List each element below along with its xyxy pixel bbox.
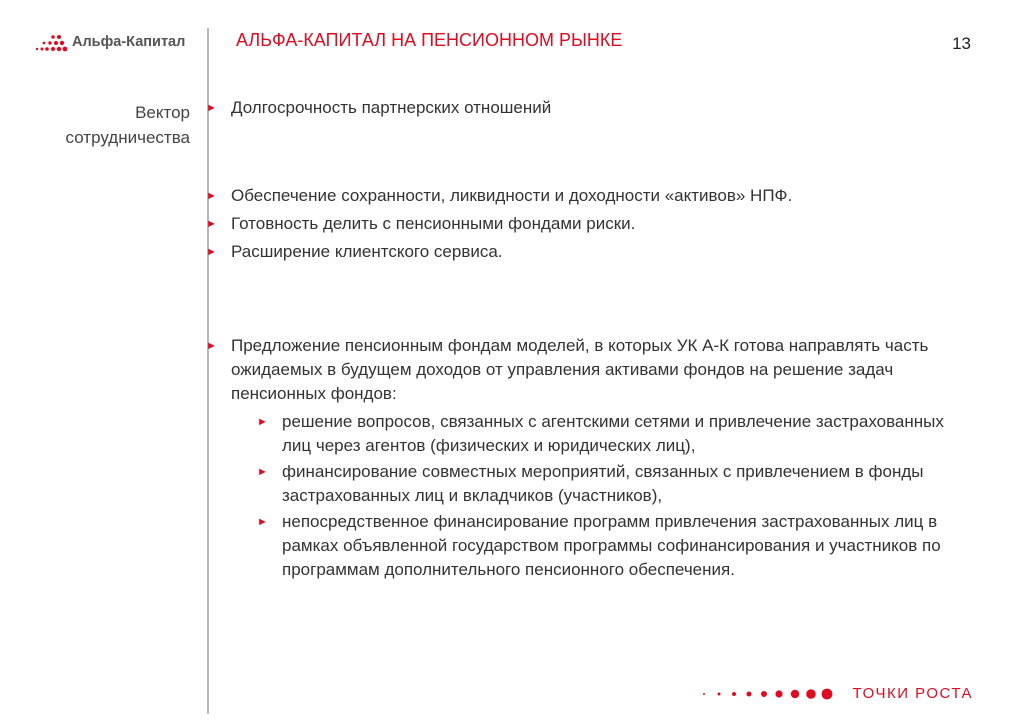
sub-list-item-text: непосредственное финансирование программ привлечения застрахованных лиц в рамках объявленной государством программы софинансирования и участников по программам дополнительного пенсионного обеспечения. [282,512,941,579]
sub-list-item [206,460,976,508]
list-item [206,96,976,120]
sub-list-item-text: финансирование совместных мероприятий, связанных с привлечением в фонды застрахованных лиц и вкладчиков (участников), [282,462,924,505]
list-item-text: Расширение клиентского сервиса. [231,242,503,261]
list-item [206,212,976,236]
brand-logo [33,30,185,54]
page-title: АЛЬФА-КАПИТАЛ НА ПЕНСИОННОМ РЫНКЕ [236,30,623,50]
dot-triangle-logo-icon [33,32,69,52]
section-label-line: сотрудничества [65,128,190,147]
sub-list-item [206,510,976,582]
list-item [206,184,976,208]
sub-list-item [206,410,976,458]
sub-list-item-text: решение вопросов, связанных с агентскими сетями и привлечение застрахованных лиц через агентов (физических и юридических лиц), [282,412,944,455]
tagline-text: ТОЧКИ РОСТА [852,685,973,702]
growing-dots-icon [700,687,845,701]
list-item-text: Готовность делить с пенсионными фондами риски. [231,214,636,233]
section-label-line: Вектор [135,103,190,122]
section-label [10,100,190,150]
bullet-list [206,96,976,584]
logo-text: Альфа-Капитал [72,34,186,50]
triangle-bullet-icon: ► [206,218,217,230]
page-number: 13 [952,34,971,53]
list-item [206,334,976,406]
list-item-text: Обеспечение сохранности, ликвидности и доходности «активов» НПФ. [231,186,793,205]
triangle-bullet-icon: ► [257,516,268,528]
list-item-text: Долгосрочность партнерских отношений [231,98,552,117]
footer-tagline [700,685,973,702]
triangle-bullet-icon: ► [257,466,268,478]
triangle-bullet-icon: ► [206,190,217,202]
triangle-bullet-icon: ► [257,416,268,428]
list-item-text: Предложение пенсионным фондам моделей, в которых УК А-К готова направлять часть ожидаемых в будущем доходов от управления активами фондов на решение задач пенсионных фондов: [231,336,929,403]
list-item [206,240,976,264]
triangle-bullet-icon: ► [206,340,217,352]
triangle-bullet-icon: ► [206,246,217,258]
triangle-bullet-icon: ► [206,102,217,114]
